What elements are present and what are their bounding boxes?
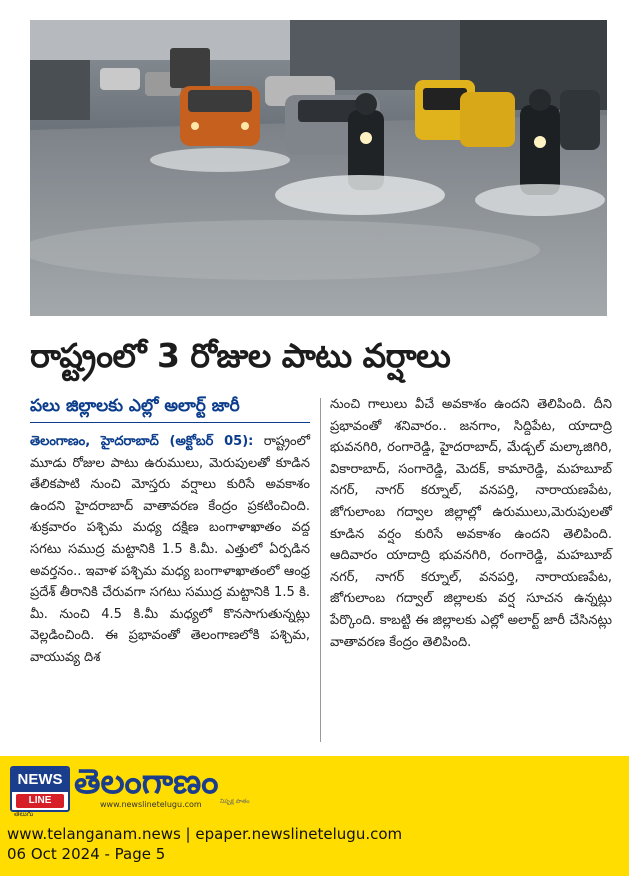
logo-url: www.newslinetelugu.com: [100, 800, 202, 809]
headline: రాష్ట్రంలో 3 రోజుల పాటు వర్షాలు: [30, 336, 451, 375]
dateline: తెలంగాణం, హైదరాబాద్ (అక్టోబర్ 05):: [30, 434, 254, 449]
subheadline: పలు జిల్లాలకు ఎల్లో అలార్ట్ జారీ: [30, 394, 310, 423]
article-column-right: [330, 394, 612, 653]
rain-traffic-photo: [30, 20, 607, 316]
article-column-left: [30, 394, 310, 669]
logo-news-text: NEWS: [12, 768, 68, 792]
logo-name: తెలంగాణం: [74, 762, 219, 802]
article-body-left: [30, 431, 310, 669]
column-divider: [320, 398, 321, 742]
article-text-left: రాష్ట్రంలో మూడు రోజుల పాటు ఉరుములు, మెరుపులతో కూడిన తేలికపాటి నుంచి మోస్తరు వర్షాలు కురిసే అవకాశం ఉందని హైదరాబాద్ వాతావరణ కేంద్రం ప్రకటించింది. శుక్రవారం పశ్చిమ మధ్య దక్షిణ బంగాళాఖాతం వద్ద సగటు సముద్ర మట్టానికి 1.5 కి.మీ. ఎత్తులో ఏర్పడిన అవర్తనం.. ఇవాళ పశ్చిమ మధ్య బంగాళాఖాతంలో ఆంధ్ర ప్రదేశ్ తీరానికి చేరువగా సగటు సముద్ర మట్టానికి 1.5 కి. మీ. నుంచి 4.5 కి.మీ మధ్యలో కొనసాగుతున్నట్లు వెల్లడించింది. ఈ ప్రభావంతో తెలంగాణలోకి పశ్చిమ, వాయువ్య దిశ: [30, 434, 310, 665]
footer-date-page: 06 Oct 2024 - Page 5: [7, 845, 166, 863]
newsline-telanganam-logo: [10, 762, 260, 818]
logo-line-text: LINE: [16, 794, 64, 808]
footer-links[interactable]: www.telanganam.news | epaper.newslinetelugu.com: [7, 825, 403, 843]
logo-tagline: నిష్పక్ష పాతం: [220, 798, 250, 805]
article-body-right: నుంచి గాలులు వీచే అవకాశం ఉందని తెలిపింది. దీని ప్రభావంతో శనివారం.. జనగాం, సిద్దిపేట, యాదాద్రి భువనగిరి, రంగారెడ్డి, హైదరాబాద్, మేడ్చల్ మల్కాజిగిరి, వికారాబాద్, సంగారెడ్డి, మెదక్, కామారెడ్డి, మహబూబ్ నగర్, నాగర్ కర్నూల్, వనపర్తి, నారాయణపేట, జోగులాంబ గద్వాల జిల్లాల్లో ఉరుములు,మెరుపులతో కూడిన వర్షం కురిసే అవకాశం ఉందని తెలిపింది. ఆదివారం యాదాద్రి భువనగిరి, రంగారెడ్డి, మహబూబ్ నగర్, నాగర్ కర్నూల్, వనపర్తి, నారాయణపేట, జోగులాంబ గద్వాల్ జిల్లాలకు వర్ష సూచన ఉన్నట్లు పేర్కొంది. కాబట్టి ఈ జిల్లాలకు ఎల్లో అలార్ట్ జారీ చేసినట్లు వాతావరణ కేంద్రం తెలిపింది.: [330, 397, 612, 650]
logo-sub-text: తెలుగు: [14, 810, 34, 818]
newsline-logo-badge: [10, 766, 70, 812]
footer-bar: [0, 756, 629, 876]
